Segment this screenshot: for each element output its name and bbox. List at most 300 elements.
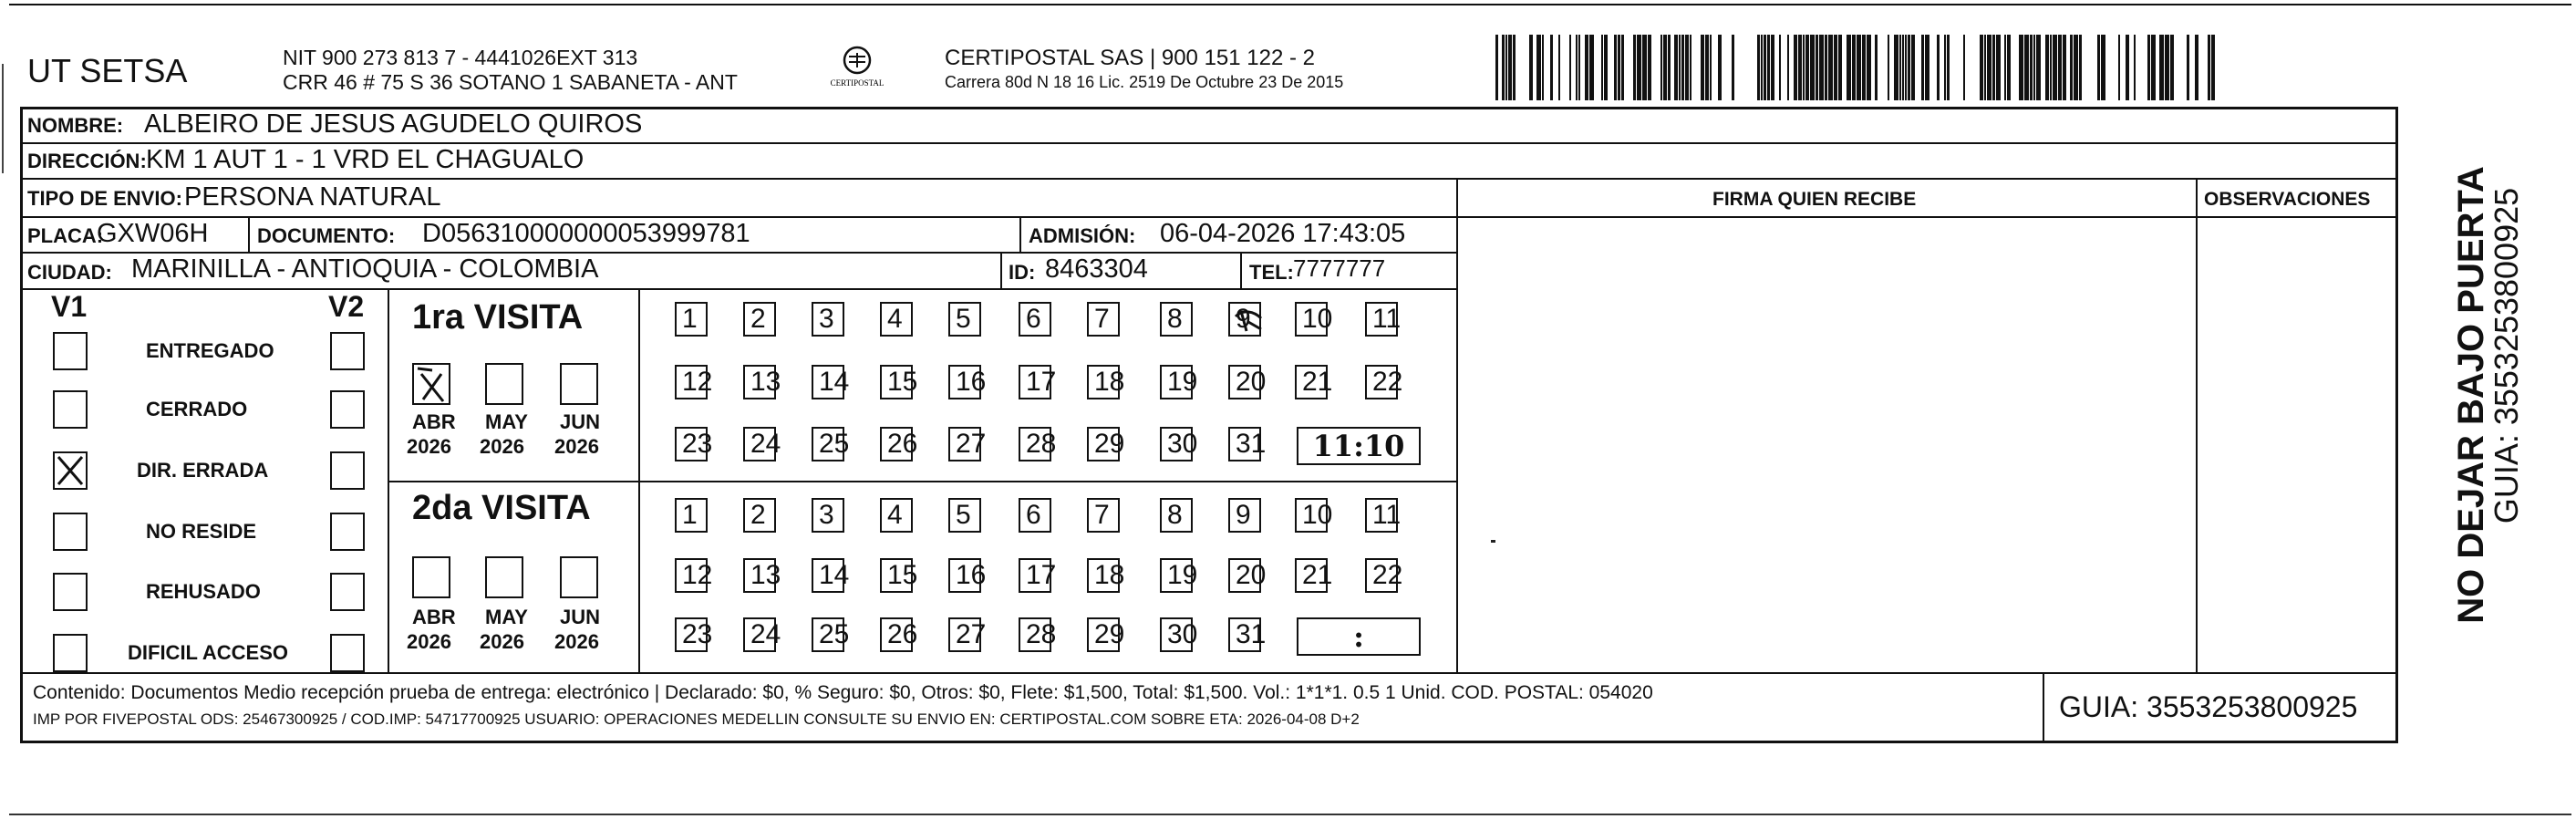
v2-label: V2 (328, 290, 365, 323)
day-checkbox[interactable] (1160, 302, 1193, 337)
day-number: 30 (1167, 429, 1198, 459)
barcode-bar (1847, 35, 1851, 100)
barcode-bar (1828, 35, 1833, 100)
barcode-bar (1705, 35, 1709, 100)
year-label: 2026 (480, 435, 524, 458)
barcode-bar (1819, 35, 1824, 100)
status-option-label: DIFICIL ACCESO (128, 641, 289, 664)
footer-guia: GUIA: 3553253800925 (2059, 690, 2358, 723)
day-number: 30 (1167, 619, 1198, 649)
day-checkbox[interactable] (1019, 617, 1057, 652)
day-checkbox[interactable] (675, 365, 713, 399)
barcode-bar (2208, 35, 2210, 100)
barcode-bar (2211, 35, 2215, 100)
barcode-bar (1810, 35, 1815, 100)
day-number: 23 (682, 619, 713, 649)
barcode-bar (1899, 35, 1901, 100)
row-rule (20, 288, 1456, 290)
time-field[interactable]: : (1297, 617, 1421, 656)
v1-checkbox[interactable] (53, 332, 88, 370)
day-number: 1 (682, 304, 698, 334)
day-checkbox[interactable] (948, 498, 981, 533)
barcode-bar (1542, 35, 1544, 100)
month-checkbox[interactable] (485, 556, 523, 598)
day-checkbox[interactable] (1160, 427, 1198, 461)
barcode-bar (2036, 35, 2041, 100)
day-checkbox[interactable] (812, 498, 844, 533)
barcode-bar (1779, 35, 1781, 100)
month-checkbox[interactable] (560, 556, 598, 598)
day-checkbox[interactable] (743, 558, 781, 593)
day-checkbox[interactable] (880, 365, 918, 399)
status-option-label: DIR. ERRADA (137, 459, 269, 482)
year-label: 2026 (407, 435, 451, 458)
barcode-bar (1925, 35, 1929, 100)
day-number: 13 (750, 367, 781, 397)
company-nit: NIT 900 273 813 7 - 4441026EXT 313 (283, 46, 638, 69)
barcode-bar (2019, 35, 2023, 100)
status-option-label: CERRADO (146, 398, 248, 420)
barcode-bar (1888, 35, 1889, 100)
day-checkbox[interactable] (948, 302, 981, 337)
day-checkbox[interactable] (675, 558, 713, 593)
contenido-text: Contenido: Documentos Medio recepción prueba de entrega: electrónico | Declarado: $0, % Seguro: $0, Otros: $0, Flete: $1,500, Total: $1,500. Vol.: 1*1*1. 0.5 1 Unid. COD. POSTAL: 054020 (33, 682, 1653, 703)
day-number: 20 (1236, 367, 1267, 397)
col-divider-admision (1019, 216, 1021, 252)
day-checkbox[interactable] (675, 302, 708, 337)
barcode-bar (2165, 35, 2169, 100)
day-checkbox[interactable] (948, 365, 987, 399)
barcode-bar (1825, 35, 1827, 100)
status-option-label: NO RESIDE (146, 520, 257, 543)
day-checkbox[interactable] (812, 365, 850, 399)
day-checkbox[interactable] (1087, 558, 1125, 593)
barcode-bar (2050, 35, 2052, 100)
day-checkbox[interactable] (880, 427, 918, 461)
documento-value: D056310000000053999781 (422, 219, 750, 248)
day-number: 4 (887, 500, 903, 530)
year-label: 2026 (407, 630, 451, 653)
barcode-bar (1911, 35, 1915, 100)
day-checkbox[interactable] (1019, 427, 1057, 461)
barcode-bar (1996, 35, 2001, 100)
row-rule (20, 672, 2398, 674)
day-number: 2 (750, 500, 766, 530)
day-number: 5 (956, 500, 971, 530)
ciudad-value: MARINILLA - ANTIOQUIA - COLOMBIA (131, 254, 599, 284)
day-number: 29 (1094, 619, 1125, 649)
day-checkbox[interactable] (1228, 617, 1267, 652)
barcode-bar (1852, 35, 1856, 100)
barcode-bar (2097, 35, 2100, 100)
day-checkbox[interactable] (1087, 617, 1125, 652)
day-checkbox[interactable] (880, 302, 913, 337)
day-number: 25 (819, 429, 850, 459)
month-checkbox[interactable] (560, 363, 598, 405)
day-number: 6 (1026, 500, 1041, 530)
day-number: 15 (887, 367, 918, 397)
day-number: 11 (1372, 304, 1402, 334)
row-rule (20, 216, 2398, 218)
barcode-bar (1803, 35, 1805, 100)
barcode-bar (1621, 35, 1624, 100)
month-label: JUN (560, 606, 601, 628)
day-number: 19 (1167, 367, 1198, 397)
visit-divider (388, 481, 1456, 482)
day-number: 10 (1302, 500, 1333, 530)
v2-checkbox[interactable] (330, 451, 365, 490)
day-checkbox[interactable] (743, 498, 776, 533)
barcode-bar (1642, 35, 1647, 100)
day-number: 18 (1094, 560, 1125, 590)
month-label: MAY (485, 410, 528, 433)
barcode-bar (1578, 35, 1580, 100)
col-divider-tel (1240, 252, 1242, 288)
day-number: 4 (887, 304, 903, 334)
barcode-bar (1905, 35, 1907, 100)
day-checkbox[interactable] (1160, 558, 1198, 593)
day-checkbox[interactable] (880, 617, 918, 652)
barcode-bar (1794, 35, 1797, 100)
stray-mark (1491, 540, 1495, 543)
documento-label: DOCUMENTO: (257, 224, 396, 247)
day-checkbox[interactable] (1019, 365, 1057, 399)
barcode-bar (1947, 35, 1950, 100)
month-checkbox[interactable] (412, 556, 450, 598)
observaciones-header: OBSERVACIONES (2204, 189, 2371, 210)
barcode-bar (1508, 35, 1512, 100)
barcode-bar (1558, 35, 1560, 100)
day-checkbox[interactable] (812, 302, 844, 337)
placa-label: PLACA: (27, 224, 104, 247)
col-divider-obs (2196, 178, 2198, 672)
year-label: 2026 (554, 435, 599, 458)
first-visit-title: 1ra VISITA (412, 298, 584, 337)
v2-checkbox[interactable] (330, 513, 365, 551)
firma-header: FIRMA QUIEN RECIBE (1712, 189, 1917, 210)
day-checkbox[interactable] (743, 617, 781, 652)
barcode-bar (1690, 35, 1691, 100)
tel-label: TEL: (1249, 261, 1294, 284)
barcode-bar (1805, 35, 1809, 100)
day-checkbox[interactable] (880, 498, 913, 533)
v1-checkbox[interactable] (53, 634, 88, 672)
day-checkbox[interactable] (1295, 302, 1333, 337)
day-checkbox[interactable] (1228, 365, 1267, 399)
bottom-rule (9, 814, 2571, 815)
day-number: 14 (819, 560, 850, 590)
month-label: ABR (412, 410, 456, 433)
row-rule (20, 142, 2398, 144)
barcode-bar (2159, 35, 2164, 100)
barcode-bar (1732, 35, 1734, 100)
day-checkbox[interactable] (1087, 365, 1125, 399)
day-number: 21 (1302, 560, 1333, 590)
day-checkbox[interactable] (743, 302, 776, 337)
day-number: 6 (1026, 304, 1041, 334)
day-number: 22 (1372, 367, 1403, 397)
company-address: CRR 46 # 75 S 36 SOTANO 1 SABANETA - ANT (283, 70, 738, 94)
barcode-bar (1536, 35, 1541, 100)
barcode-bar (1992, 35, 1995, 100)
day-number: 16 (956, 560, 987, 590)
barcode-bar (2126, 35, 2129, 100)
day-checkbox[interactable] (1365, 498, 1402, 533)
carrier-name: CERTIPOSTAL SAS | 900 151 122 - 2 (945, 46, 1315, 70)
day-checkbox[interactable] (1019, 558, 1057, 593)
day-number: 24 (750, 429, 781, 459)
barcode-bar (1761, 35, 1763, 100)
barcode-bar (2045, 35, 2049, 100)
barcode-bar (2147, 35, 2150, 100)
v2-checkbox[interactable] (330, 390, 365, 429)
day-checkbox[interactable] (675, 427, 713, 461)
admision-value: 06-04-2026 17:43:05 (1160, 219, 1406, 248)
day-number: 2 (750, 304, 766, 334)
barcode-bar (1857, 35, 1861, 100)
time-field[interactable]: 11:10 (1297, 427, 1421, 465)
certipostal-logo (816, 44, 898, 98)
barcode-bar (2058, 35, 2062, 100)
barcode-bar (1798, 35, 1802, 100)
day-number: 12 (682, 367, 713, 397)
barcode-bar (1569, 35, 1571, 100)
tel-value: 7777777 (1293, 254, 1386, 282)
barcode-bar (1963, 35, 1965, 100)
barcode-bar (1585, 35, 1588, 100)
tipo-envio-value: PERSONA NATURAL (184, 182, 441, 212)
day-number: 22 (1372, 560, 1403, 590)
day-number: 21 (1302, 367, 1333, 397)
barcode-bar (1668, 35, 1671, 100)
barcode-bar (1505, 35, 1507, 100)
barcode-bar (2033, 35, 2035, 100)
month-checkbox[interactable] (412, 363, 450, 405)
day-checkbox[interactable] (1228, 427, 1267, 461)
year-label: 2026 (480, 630, 524, 653)
day-checkbox[interactable] (812, 617, 850, 652)
day-number: 3 (819, 500, 834, 530)
barcode-bar (2004, 35, 2006, 100)
day-number: 9 (1236, 500, 1251, 530)
day-number: 1 (682, 500, 698, 530)
barcode-bar (1674, 35, 1678, 100)
day-number: 17 (1026, 560, 1057, 590)
barcode-bar (1648, 35, 1651, 100)
barcode (1495, 35, 2225, 100)
day-number: 10 (1302, 304, 1333, 334)
barcode-bar (1633, 35, 1636, 100)
day-checkbox[interactable] (1365, 302, 1402, 337)
barcode-bar (2151, 35, 2156, 100)
month-label: JUN (560, 410, 601, 433)
barcode-bar (2070, 35, 2073, 100)
day-checkbox[interactable] (1365, 558, 1403, 593)
side-warning: NO DEJAR BAJO PUERTA (2451, 166, 2491, 624)
barcode-bar (1867, 35, 1871, 100)
day-checkbox[interactable] (1160, 498, 1193, 533)
day-number: 28 (1026, 429, 1057, 459)
v1-checkbox[interactable] (53, 451, 88, 490)
day-checkbox[interactable] (880, 558, 918, 593)
barcode-bar (2195, 35, 2198, 100)
col-divider-id (1000, 252, 1002, 288)
barcode-bar (1984, 35, 1986, 100)
day-number: 18 (1094, 367, 1125, 397)
day-number: 16 (956, 367, 987, 397)
day-number: 28 (1026, 619, 1057, 649)
day-checkbox[interactable] (1295, 365, 1333, 399)
barcode-bar (1937, 35, 1940, 100)
status-option-label: REHUSADO (146, 580, 261, 603)
nombre-label: NOMBRE: (27, 114, 124, 137)
barcode-bar (1679, 35, 1681, 100)
day-checkbox[interactable] (948, 427, 987, 461)
v1-checkbox[interactable] (53, 513, 88, 551)
barcode-bar (1944, 35, 1946, 100)
barcode-bar (1908, 35, 1910, 100)
day-checkbox[interactable] (1087, 302, 1120, 337)
v2-checkbox[interactable] (330, 634, 365, 672)
left-margin-mark (2, 64, 4, 173)
barcode-bar (1771, 35, 1774, 100)
day-checkbox[interactable] (812, 558, 850, 593)
day-number: 9 (1236, 304, 1251, 334)
barcode-bar (1875, 35, 1878, 100)
barcode-bar (1502, 35, 1505, 100)
day-number: 7 (1094, 500, 1110, 530)
day-number: 24 (750, 619, 781, 649)
barcode-bar (1604, 35, 1608, 100)
v1-checkbox[interactable] (53, 390, 88, 429)
direccion-value: KM 1 AUT 1 - 1 VRD EL CHAGUALO (146, 145, 585, 174)
day-checkbox[interactable] (1160, 617, 1198, 652)
v2-checkbox[interactable] (330, 332, 365, 370)
barcode-bar (1701, 35, 1704, 100)
day-number: 12 (682, 560, 713, 590)
day-checkbox[interactable] (1295, 558, 1333, 593)
day-checkbox[interactable] (1087, 498, 1120, 533)
day-checkbox[interactable] (948, 617, 987, 652)
day-checkbox[interactable] (1228, 558, 1267, 593)
ciudad-label: CIUDAD: (27, 261, 112, 284)
month-label: MAY (485, 606, 528, 628)
day-number: 17 (1026, 367, 1057, 397)
second-visit-title: 2da VISITA (412, 489, 591, 527)
day-number: 23 (682, 429, 713, 459)
col-divider-firma (1456, 178, 1458, 672)
barcode-bar (1787, 35, 1789, 100)
barcode-bar (1663, 35, 1667, 100)
day-number: 19 (1167, 560, 1198, 590)
day-checkbox[interactable] (1160, 365, 1198, 399)
barcode-bar (1660, 35, 1662, 100)
barcode-bar (1513, 35, 1516, 100)
barcode-bar (1921, 35, 1924, 100)
day-checkbox[interactable] (675, 498, 708, 533)
day-number: 20 (1236, 560, 1267, 590)
day-checkbox[interactable] (1365, 365, 1403, 399)
nombre-value: ALBEIRO DE JESUS AGUDELO QUIROS (144, 109, 643, 139)
barcode-bar (1495, 35, 1498, 100)
day-checkbox[interactable] (1228, 302, 1261, 337)
barcode-bar (1902, 35, 1904, 100)
barcode-bar (1710, 35, 1712, 100)
barcode-bar (1862, 35, 1866, 100)
barcode-bar (1589, 35, 1594, 100)
day-checkbox[interactable] (675, 617, 713, 652)
barcode-bar (2101, 35, 2105, 100)
barcode-bar (2118, 35, 2120, 100)
barcode-bar (2030, 35, 2033, 100)
direccion-label: DIRECCIÓN: (27, 150, 147, 172)
month-checkbox[interactable] (485, 363, 523, 405)
day-number: 31 (1236, 429, 1267, 459)
barcode-bar (1529, 35, 1533, 100)
day-number: 3 (819, 304, 834, 334)
v1-checkbox[interactable] (53, 573, 88, 611)
day-number: 26 (887, 429, 918, 459)
day-checkbox[interactable] (1019, 302, 1051, 337)
year-label: 2026 (554, 630, 599, 653)
day-number: 8 (1167, 500, 1183, 530)
barcode-bar (2134, 35, 2136, 100)
barcode-bar (2024, 35, 2029, 100)
day-number: 8 (1167, 304, 1183, 334)
month-label: ABR (412, 606, 456, 628)
handwritten-check-mark (1234, 306, 1265, 342)
barcode-bar (1685, 35, 1689, 100)
barcode-bar (1601, 35, 1603, 100)
barcode-bar (1987, 35, 1991, 100)
barcode-bar (1838, 35, 1842, 100)
day-number: 5 (956, 304, 971, 334)
day-number: 25 (819, 619, 850, 649)
day-number: 13 (750, 560, 781, 590)
carrier-address: Carrera 80d N 18 16 Lic. 2519 De Octubre 23 De 2015 (945, 73, 1344, 91)
day-checkbox[interactable] (948, 558, 987, 593)
id-value: 8463304 (1045, 254, 1148, 284)
v2-checkbox[interactable] (330, 573, 365, 611)
v1-label: V1 (51, 290, 88, 323)
barcode-bar (2170, 35, 2174, 100)
day-number: 27 (956, 429, 987, 459)
admision-label: ADMISIÓN: (1029, 224, 1136, 247)
day-number: 27 (956, 619, 987, 649)
barcode-bar (1718, 35, 1722, 100)
barcode-bar (1618, 35, 1620, 100)
barcode-bar (1980, 35, 1983, 100)
barcode-bar (2053, 35, 2057, 100)
day-checkbox[interactable] (812, 427, 850, 461)
barcode-bar (1550, 35, 1553, 100)
day-checkbox[interactable] (1019, 498, 1051, 533)
day-number: 14 (819, 367, 850, 397)
barcode-bar (1764, 35, 1766, 100)
day-checkbox[interactable] (1295, 498, 1333, 533)
row-rule (20, 178, 2398, 180)
day-checkbox[interactable] (743, 365, 781, 399)
day-number: 11 (1372, 500, 1402, 530)
status-option-label: ENTREGADO (146, 339, 274, 362)
day-checkbox[interactable] (1087, 427, 1125, 461)
day-checkbox[interactable] (743, 427, 781, 461)
day-number: 15 (887, 560, 918, 590)
barcode-bar (2074, 35, 2078, 100)
imp-text: IMP POR FIVEPOSTAL ODS: 25467300925 / COD.IMP: 54717700925 USUARIO: OPERACIONES MEDELLIN CONSULTE SU ENVIO EN: CERTIPOSTAL.COM SOBRE ETA: 2026-04-08 D+2 (33, 710, 1360, 728)
barcode-bar (1757, 35, 1760, 100)
day-checkbox[interactable] (1228, 498, 1261, 533)
